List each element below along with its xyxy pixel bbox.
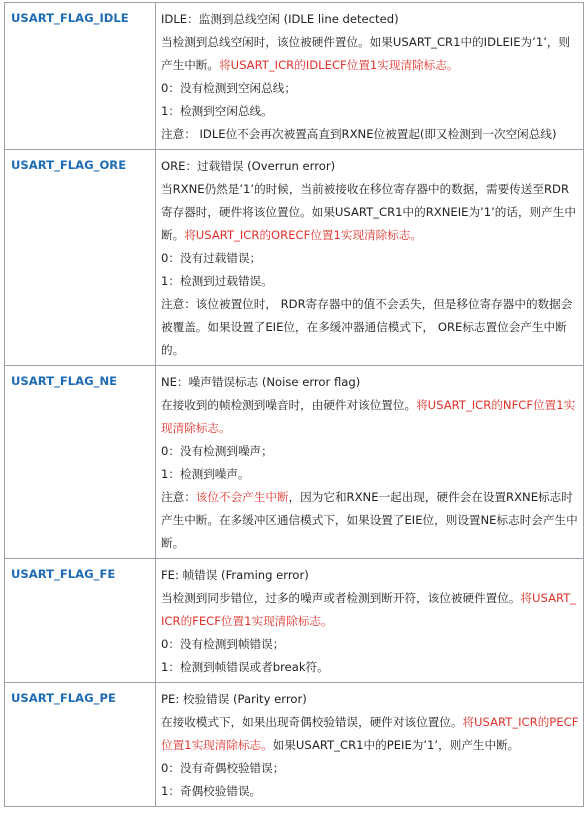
description-line [161,656,579,679]
flag-name-cell: USART_FLAG_PE [5,683,156,807]
description-text: 1：检测到噪声。 [161,467,250,481]
table-row [5,150,584,366]
description-text: 如果USART_CR1中的PEIE为’1’，则产生中断。 [272,738,520,752]
description-text: 1：检测到帧错误或者break符。 [161,660,329,674]
table-body [5,3,584,807]
description-text: 当检测到总线空闲时，该位被硬件置位。如果USART_CR1中的IDLEIE为’1’，则产生中断。 [161,35,571,72]
description-line [161,688,579,711]
flag-description-cell [156,366,584,559]
description-line [161,440,579,463]
description-text: 0：没有过载错误； [161,251,262,265]
table-row [5,559,584,683]
flag-description-cell [156,3,584,150]
description-text: IDLE：监测到总线空闲 (IDLE line detected) [161,12,399,26]
description-line [161,564,579,587]
highlighted-text: 将USART_ICR的ORECF位置1实现清除标志。 [184,228,423,242]
description-line [161,8,579,31]
flag-description-cell [156,150,584,366]
flag-name-cell: USART_FLAG_FE [5,559,156,683]
table-row [5,366,584,559]
description-text: 当检测到同步错位，过多的噪声或者检测到断开符，该位被硬件置位。 [161,591,521,605]
description-text: 注意： IDLE位不会再次被置高直到RXNE位被置起(即又检测到一次空闲总线) [161,127,557,141]
highlighted-text: 将USART_ICR的PECF位置1实现清除标志。 [161,715,579,752]
description-line [161,757,579,780]
description-text: 1：奇偶校验错误。 [161,784,262,798]
description-text: 0：没有检测到空闲总线； [161,81,296,95]
description-line [161,587,579,633]
description-text: ORE：过载错误 (Overrun error) [161,159,336,173]
description-text: 当RXNE仍然是’1’的时候，当前被接收在移位寄存器中的数据，需要传送至RDR寄存器时，硬件将该位置位。如果USART_CR1中的RXNEIE为’1’的话，则产生中断。 [161,182,576,242]
flag-name-cell: USART_FLAG_NE [5,366,156,559]
description-text: 注意：该位被置位时， RDR寄存器中的值不会丢失，但是移位寄存器中的数据会被覆盖。如果设置了EIE位，在多缓冲器通信模式下， ORE标志置位会产生中断的。 [161,297,573,357]
description-text: FE: 帧错误 (Framing error) [161,568,309,582]
description-line [161,633,579,656]
description-text: PE: 校验错误 (Parity error) [161,692,307,706]
description-line [161,780,579,803]
description-line [161,155,579,178]
description-text: 1：检测到空闲总线。 [161,104,273,118]
description-line [161,463,579,486]
description-line [161,711,579,757]
description-line [161,394,579,440]
description-text: NE：噪声错误标志 (Noise error flag) [161,375,361,389]
description-line [161,247,579,270]
flag-description-cell [156,559,584,683]
table-row [5,3,584,150]
description-line [161,100,579,123]
highlighted-text: 该位不会产生中断 [195,490,289,504]
description-line [161,486,579,555]
highlighted-text: 将USART_ICR的FECF位置1实现清除标志。 [161,591,577,628]
flag-name-cell: USART_FLAG_IDLE [5,3,156,150]
description-line [161,123,579,146]
description-line [161,371,579,394]
description-text: ，因为它和RXNE一起出现，硬件会在设置RXNE标志时产生中断。在多缓冲区通信模式下，如果设置了EIE位，则设置NE标志时会产生中断。 [161,490,578,550]
table-row [5,683,584,807]
highlighted-text: 将USART_ICR的NFCF位置1实现清除标志。 [161,398,576,435]
highlighted-text: 将USART_ICR的IDLECF位置1实现清除标志。 [218,58,459,72]
description-text: 在接收到的帧检测到噪音时，由硬件对该位置位。 [161,398,417,412]
flag-description-cell [156,683,584,807]
description-text: 0：没有检测到噪声； [161,444,273,458]
description-text: 1：检测到过载错误。 [161,274,273,288]
description-line [161,77,579,100]
description-line [161,293,579,362]
flag-name-cell: USART_FLAG_ORE [5,150,156,366]
description-line [161,31,579,77]
description-line [161,270,579,293]
description-text: 0：没有奇偶校验错误； [161,761,285,775]
description-text: 注意： [161,490,196,504]
description-text: 在接收模式下，如果出现奇偶校验错误，硬件对该位置位。 [161,715,463,729]
description-line [161,178,579,247]
usart-flags-table [4,2,584,807]
description-text: 0：没有检测到帧错误； [161,637,285,651]
